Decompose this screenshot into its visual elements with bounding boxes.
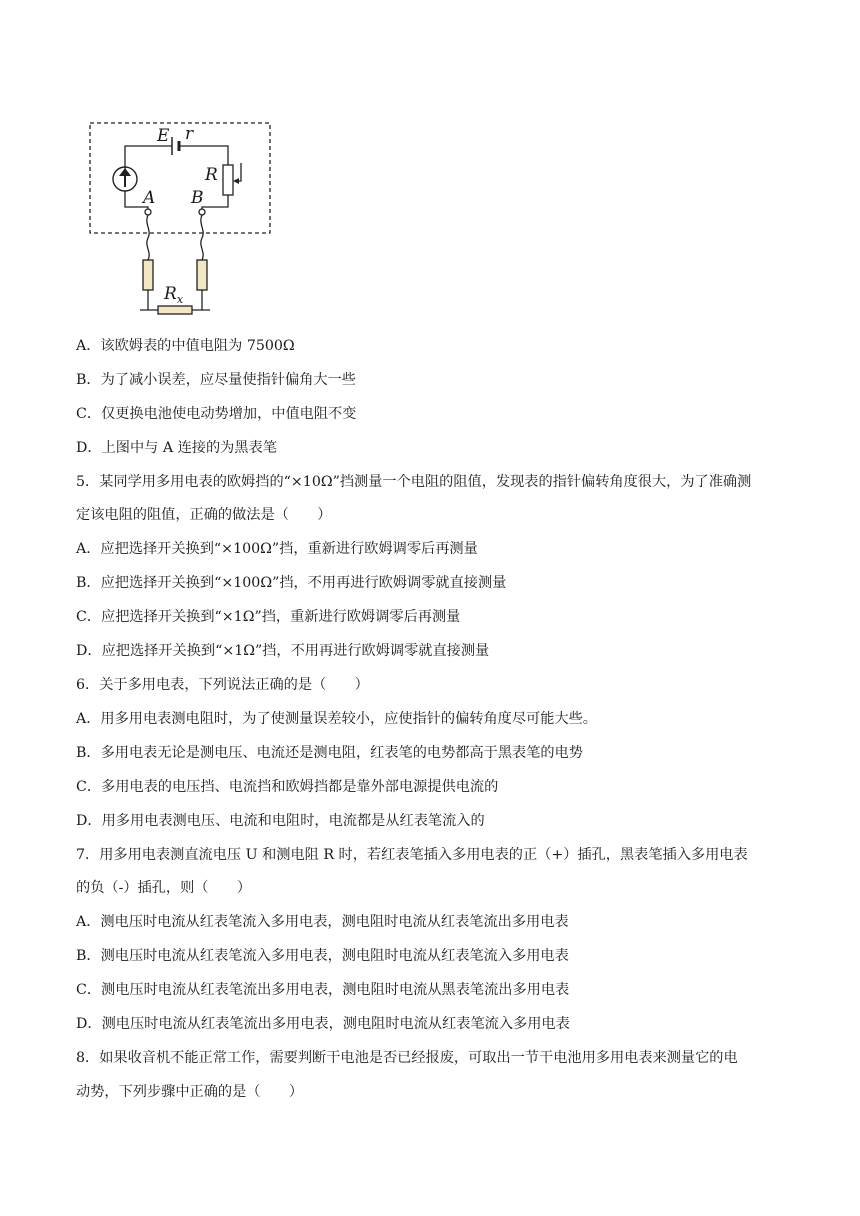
wire-top-left <box>125 146 172 179</box>
q7-option-c: C．测电压时电流从红表笔流出多用电表，测电阻时电流从黑表笔流出多用电表 <box>76 982 570 998</box>
circuit-diagram <box>84 118 276 318</box>
q7-stem-line1: 7．用多用电表测直流电压 U 和测电阻 R 时，若红表笔插入多用电表的正（+）插孔，黑表笔插入多用电表 <box>76 847 748 863</box>
q8-stem-line2: 动势，下列步骤中正确的是（ ） <box>76 1084 304 1100</box>
terminal-B <box>199 209 205 215</box>
q6-option-b: B．多用电表无论是测电压、电流还是测电阻，红表笔的电势都高于黑表笔的电势 <box>76 745 583 761</box>
wire-to-B <box>202 195 228 209</box>
terminal-A <box>145 209 151 215</box>
q5-option-c: C．应把选择开关换到“×1Ω”挡，重新进行欧姆调零后再测量 <box>76 609 461 625</box>
q5-option-b: B．应把选择开关换到“×100Ω”挡，不用再进行欧姆调零就直接测量 <box>76 575 507 591</box>
label-Rx-main: R <box>164 284 177 304</box>
wire-top-right <box>179 146 228 165</box>
q6-stem: 6．关于多用电表，下列说法正确的是（ ） <box>76 677 369 693</box>
q7-option-a: A．测电压时电流从红表笔流入多用电表，测电阻时电流从红表笔流出多用电表 <box>76 914 569 930</box>
probe-lead-B <box>201 215 203 260</box>
q4-option-b: B．为了减小误差，应尽量使指针偏角大一些 <box>76 372 356 388</box>
label-Rx-sub: x <box>176 293 184 306</box>
q4-option-c: C．仅更换电池使电动势增加，中值电阻不变 <box>76 406 357 422</box>
q6-option-c: C．多用电表的电压挡、电流挡和欧姆挡都是靠外部电源提供电流的 <box>76 779 499 795</box>
label-A: A <box>143 188 156 208</box>
q8-stem-line1: 8．如果收音机不能正常工作，需要判断干电池是否已经报废，可取出一节干电池用多用电表来测量它的电 <box>76 1050 738 1066</box>
circuit-figure <box>84 118 276 318</box>
q5-option-a: A．应把选择开关换到“×100Ω”挡，重新进行欧姆调零后再测量 <box>76 541 478 557</box>
q7-option-d: D．测电压时电流从红表笔流出多用电表，测电阻时电流从红表笔流入多用电表 <box>76 1016 570 1032</box>
q7-stem-line2: 的负（-）插孔，则（ ） <box>76 880 252 896</box>
q4-option-d: D．上图中与 A 连接的为黑表笔 <box>76 440 277 456</box>
galvanometer-arrow-head <box>119 168 131 176</box>
label-B: B <box>191 188 204 208</box>
rheostat-R <box>223 165 233 195</box>
label-r: r <box>185 124 194 144</box>
q6-option-a: A．用多用电表测电阻时，为了使测量误差较小，应使指针的偏转角度尽可能大些。 <box>76 711 597 727</box>
probe-lead-A <box>147 215 149 260</box>
q7-option-b: B．测电压时电流从红表笔流入多用电表，测电阻时电流从红表笔流入多用电表 <box>76 948 569 964</box>
q6-option-d: D．用多用电表测电压、电流和电阻时，电流都是从红表笔流入的 <box>76 813 485 829</box>
meter-boundary <box>90 123 270 233</box>
q5-option-d: D．应把选择开关换到“×1Ω”挡，不用再进行欧姆调零就直接测量 <box>76 643 490 659</box>
probe-A <box>143 260 153 290</box>
resistor-Rx <box>158 306 192 314</box>
label-R: R <box>205 165 218 185</box>
q5-stem-line1: 5．某同学用多用电表的欧姆挡的“×10Ω”挡测量一个电阻的阻值，发现表的指针偏转角度很大，为了准确测 <box>76 474 752 490</box>
rheostat-slider <box>235 163 241 181</box>
q4-option-a: A．该欧姆表的中值电阻为 7500Ω <box>76 338 295 354</box>
probe-B <box>197 260 207 290</box>
rheostat-slider-arrow <box>233 178 239 184</box>
label-Rx <box>163 284 184 306</box>
label-E: E <box>157 126 170 146</box>
q5-stem-line2: 定该电阻的阻值，正确的做法是（ ） <box>76 507 332 523</box>
